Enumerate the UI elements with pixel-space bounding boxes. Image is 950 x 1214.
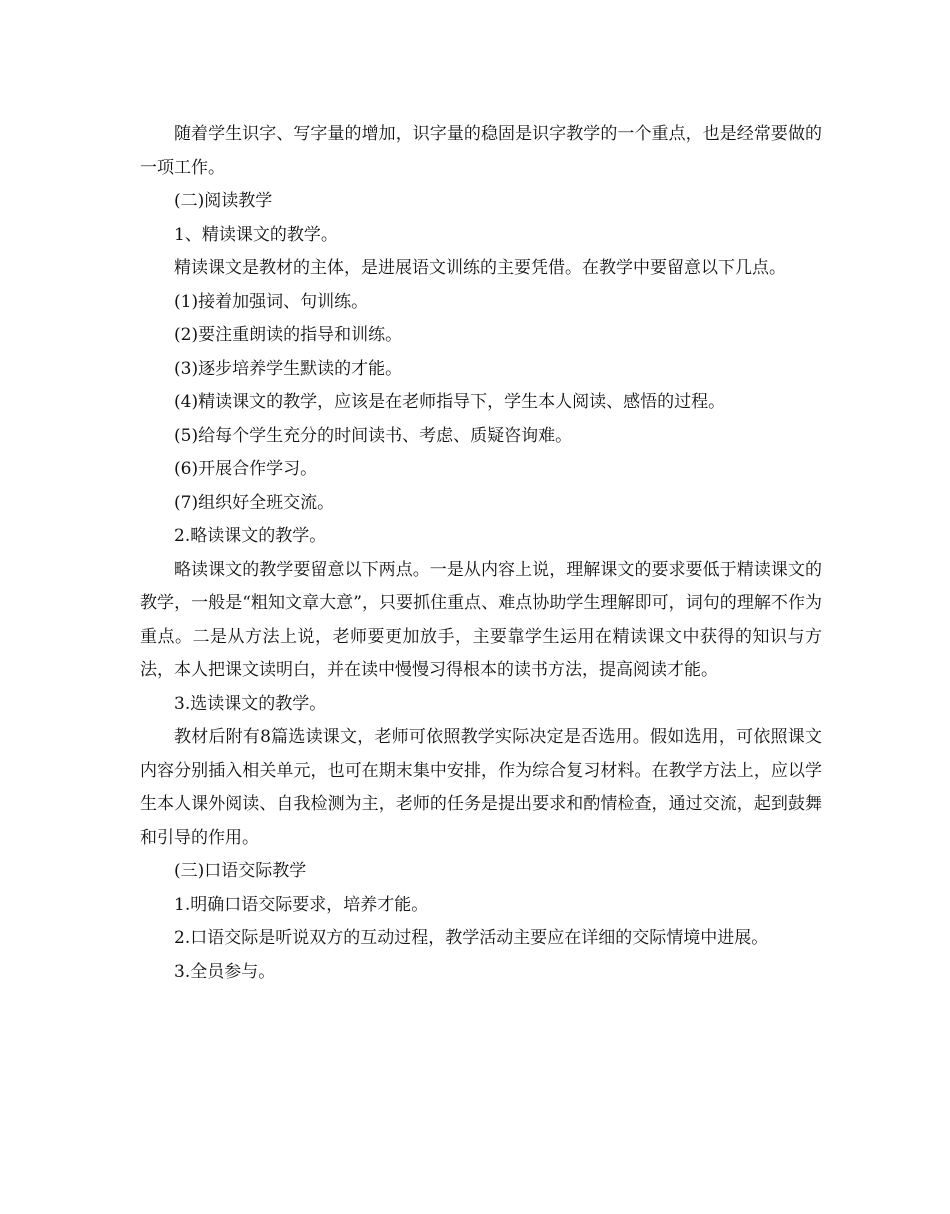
paragraph-skim-reading: 略读课文的教学要留意以下两点。一是从内容上说，理解课文的要求要低于精读课文的教学，一般是“粗知文章大意”，只要抓住重点、难点协助学生理解即可，词句的理解不作为重点。二是从方法上说，老师要更加放手，主要靠学生运用在精读课文中获得的知识与方法，本人把课文读明白，并在读中慢慢习得根本的读书方法，提高阅读才能。 bbox=[140, 559, 822, 680]
list-item-3: (3)逐步培养学生默读的才能。 bbox=[174, 358, 403, 379]
subheading-elective-reading: 3.选读课文的教学。 bbox=[174, 693, 327, 714]
paragraph-literacy-consolidation: 随着学生识字、写字量的增加，识字量的稳固是识字教学的一个重点，也是经常要做的一项工作。 bbox=[140, 124, 822, 178]
oral-item-1: 1.明确口语交际要求，培养才能。 bbox=[174, 894, 429, 915]
list-item-4: (4)精读课文的教学，应该是在老师指导下，学生本人阅读、感悟的过程。 bbox=[174, 392, 726, 412]
heading-oral-communication: (三)口语交际教学 bbox=[174, 861, 307, 881]
list-item-6: (6)开展合作学习。 bbox=[174, 459, 318, 479]
document-body bbox=[140, 118, 822, 989]
list-item-5: (5)给每个学生充分的时间读书、考虑、质疑咨询难。 bbox=[174, 425, 573, 446]
heading-reading-teaching: (二)阅读教学 bbox=[174, 191, 273, 211]
paragraph-elective-reading: 教材后附有8篇选读课文，老师可依照教学实际决定是否选用。假如选用，可依照课文内容分别插入相关单元，也可在期末集中安排，作为综合复习材料。在教学方法上，应以学生本人课外阅读、自我检测为主，老师的任务是提出要求和酌情检查，通过交流，起到鼓舞和引导的作用。 bbox=[140, 727, 822, 848]
paragraph-intensive-reading-intro: 精读课文是教材的主体，是进展语文训练的主要凭借。在教学中要留意以下几点。 bbox=[174, 258, 786, 278]
list-item-2: (2)要注重朗读的指导和训练。 bbox=[174, 325, 403, 345]
list-item-1: (1)接着加强词、句训练。 bbox=[174, 291, 369, 312]
oral-item-3: 3.全员参与。 bbox=[174, 961, 276, 982]
oral-item-2: 2.口语交际是听说双方的互动过程，教学活动主要应在详细的交际情境中进展。 bbox=[174, 928, 769, 948]
subheading-skim-reading: 2.略读课文的教学。 bbox=[174, 526, 327, 546]
list-item-7: (7)组织好全班交流。 bbox=[174, 492, 335, 513]
subheading-intensive-reading: 1、精读课文的教学。 bbox=[174, 224, 338, 245]
